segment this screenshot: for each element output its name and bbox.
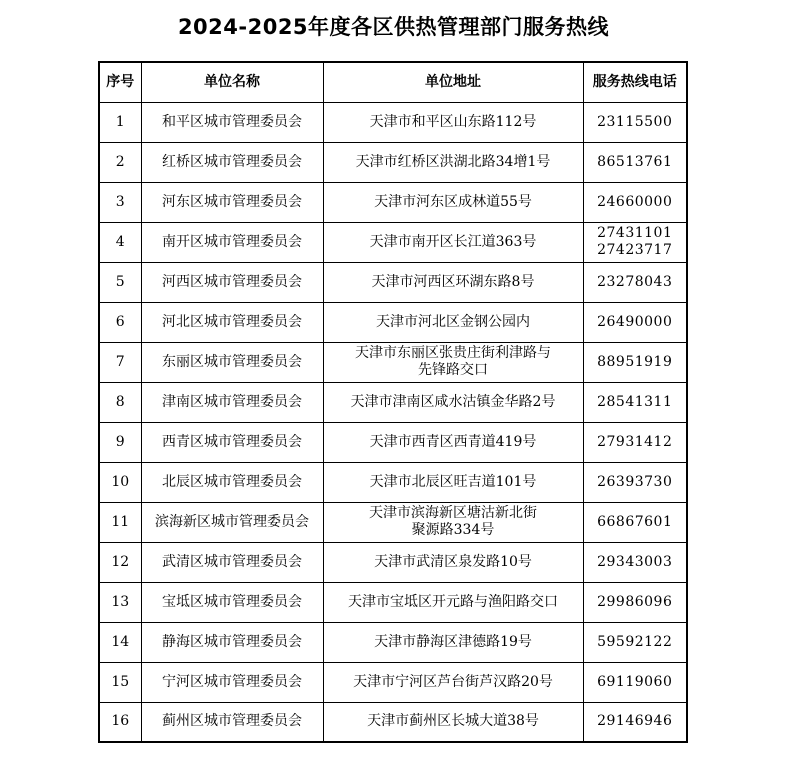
phone-number: 28541311	[597, 393, 673, 410]
cell-name: 宝坻区城市管理委员会	[141, 582, 323, 622]
address-line: 聚源路334号	[411, 522, 495, 538]
page-title: 2024-2025年度各区供热管理部门服务热线	[177, 15, 610, 39]
table-row	[99, 582, 687, 622]
phone-number: 29146946	[597, 713, 673, 730]
phone-number: 86513761	[597, 153, 673, 170]
phone-number: 27431101	[597, 225, 673, 241]
header-index: 序号	[99, 62, 141, 102]
cell-index: 8	[99, 382, 141, 422]
phone-number: 26490000	[597, 313, 673, 330]
cell-address	[323, 422, 583, 462]
table-row	[99, 542, 687, 582]
cell-phone	[583, 102, 687, 142]
table-row	[99, 462, 687, 502]
phone-number: 23278043	[597, 273, 673, 290]
phone-number: 23115500	[597, 113, 673, 130]
phone-number: 27423717	[597, 242, 673, 258]
cell-name: 南开区城市管理委员会	[141, 222, 323, 262]
table-row	[99, 382, 687, 422]
phone-number: 69119060	[597, 673, 673, 690]
header-address: 单位地址	[323, 62, 583, 102]
cell-index: 7	[99, 342, 141, 382]
table-row	[99, 142, 687, 182]
cell-index: 10	[99, 462, 141, 502]
table-row	[99, 662, 687, 702]
cell-phone	[583, 302, 687, 342]
cell-index: 11	[99, 502, 141, 542]
address-line: 天津市和平区山东路112号	[369, 113, 537, 130]
cell-index: 15	[99, 662, 141, 702]
cell-index: 5	[99, 262, 141, 302]
table-row	[99, 622, 687, 662]
table-row	[99, 262, 687, 302]
address-line: 天津市红桥区洪湖北路34增1号	[355, 153, 551, 170]
address-line: 天津市静海区津德路19号	[374, 633, 532, 650]
table-row	[99, 422, 687, 462]
cell-name: 宁河区城市管理委员会	[141, 662, 323, 702]
cell-phone	[583, 342, 687, 382]
cell-index: 13	[99, 582, 141, 622]
hotline-table	[98, 61, 688, 743]
address-line: 天津市蓟州区长城大道38号	[367, 713, 539, 730]
address-line: 天津市滨海新区塘沽新北街	[369, 505, 537, 521]
cell-name: 东丽区城市管理委员会	[141, 342, 323, 382]
cell-name: 和平区城市管理委员会	[141, 102, 323, 142]
cell-phone	[583, 222, 687, 262]
cell-phone	[583, 382, 687, 422]
phone-number: 59592122	[597, 633, 673, 650]
address-line: 天津市西青区西青道419号	[369, 433, 537, 450]
address-line: 先锋路交口	[418, 362, 488, 378]
cell-name: 北辰区城市管理委员会	[141, 462, 323, 502]
cell-name: 西青区城市管理委员会	[141, 422, 323, 462]
cell-address	[323, 102, 583, 142]
cell-index: 4	[99, 222, 141, 262]
cell-name: 河东区城市管理委员会	[141, 182, 323, 222]
address-line: 天津市宁河区芦台街芦汉路20号	[353, 673, 553, 690]
cell-address	[323, 262, 583, 302]
table-row	[99, 302, 687, 342]
cell-address	[323, 502, 583, 542]
address-line: 天津市东丽区张贵庄街利津路与	[355, 345, 551, 361]
address-line: 天津市北辰区旺吉道101号	[369, 473, 537, 490]
table-row	[99, 222, 687, 262]
header-name: 单位名称	[141, 62, 323, 102]
cell-index: 16	[99, 702, 141, 742]
cell-address	[323, 302, 583, 342]
cell-name: 滨海新区城市管理委员会	[141, 502, 323, 542]
cell-phone	[583, 542, 687, 582]
cell-name: 河北区城市管理委员会	[141, 302, 323, 342]
phone-number: 88951919	[597, 353, 673, 370]
cell-index: 12	[99, 542, 141, 582]
address-line: 天津市河西区环湖东路8号	[371, 273, 535, 290]
phone-number: 29343003	[597, 553, 673, 570]
phone-number: 26393730	[597, 473, 673, 490]
phone-number: 27931412	[597, 433, 673, 450]
cell-address	[323, 662, 583, 702]
cell-phone	[583, 462, 687, 502]
cell-phone	[583, 502, 687, 542]
table-row	[99, 342, 687, 382]
cell-address	[323, 342, 583, 382]
cell-phone	[583, 702, 687, 742]
table-row	[99, 182, 687, 222]
phone-number: 24660000	[597, 193, 673, 210]
cell-phone	[583, 182, 687, 222]
cell-name: 武清区城市管理委员会	[141, 542, 323, 582]
cell-address	[323, 622, 583, 662]
cell-phone	[583, 262, 687, 302]
cell-address	[323, 222, 583, 262]
table-row	[99, 702, 687, 742]
address-line: 天津市河东区成林道55号	[374, 193, 532, 210]
cell-phone	[583, 582, 687, 622]
table-header-row	[99, 62, 687, 102]
cell-address	[323, 462, 583, 502]
address-line: 天津市武清区泉发路10号	[374, 553, 532, 570]
cell-name: 河西区城市管理委员会	[141, 262, 323, 302]
cell-phone	[583, 142, 687, 182]
cell-phone	[583, 422, 687, 462]
cell-address	[323, 142, 583, 182]
cell-address	[323, 702, 583, 742]
cell-phone	[583, 662, 687, 702]
cell-index: 1	[99, 102, 141, 142]
cell-name: 红桥区城市管理委员会	[141, 142, 323, 182]
cell-index: 6	[99, 302, 141, 342]
cell-address	[323, 542, 583, 582]
table-body	[99, 102, 687, 742]
cell-name: 蓟州区城市管理委员会	[141, 702, 323, 742]
phone-number: 66867601	[597, 513, 673, 530]
address-line: 天津市津南区咸水沽镇金华路2号	[350, 393, 556, 410]
cell-name: 静海区城市管理委员会	[141, 622, 323, 662]
cell-phone	[583, 622, 687, 662]
address-line: 天津市宝坻区开元路与渔阳路交口	[348, 593, 558, 610]
table-row	[99, 502, 687, 542]
cell-address	[323, 382, 583, 422]
cell-address	[323, 182, 583, 222]
cell-index: 2	[99, 142, 141, 182]
table-row	[99, 102, 687, 142]
cell-index: 3	[99, 182, 141, 222]
address-line: 天津市河北区金钢公园内	[376, 313, 530, 330]
cell-index: 9	[99, 422, 141, 462]
cell-name: 津南区城市管理委员会	[141, 382, 323, 422]
header-phone: 服务热线电话	[583, 62, 687, 102]
cell-index: 14	[99, 622, 141, 662]
address-line: 天津市南开区长江道363号	[369, 233, 537, 250]
cell-address	[323, 582, 583, 622]
phone-number: 29986096	[597, 593, 673, 610]
